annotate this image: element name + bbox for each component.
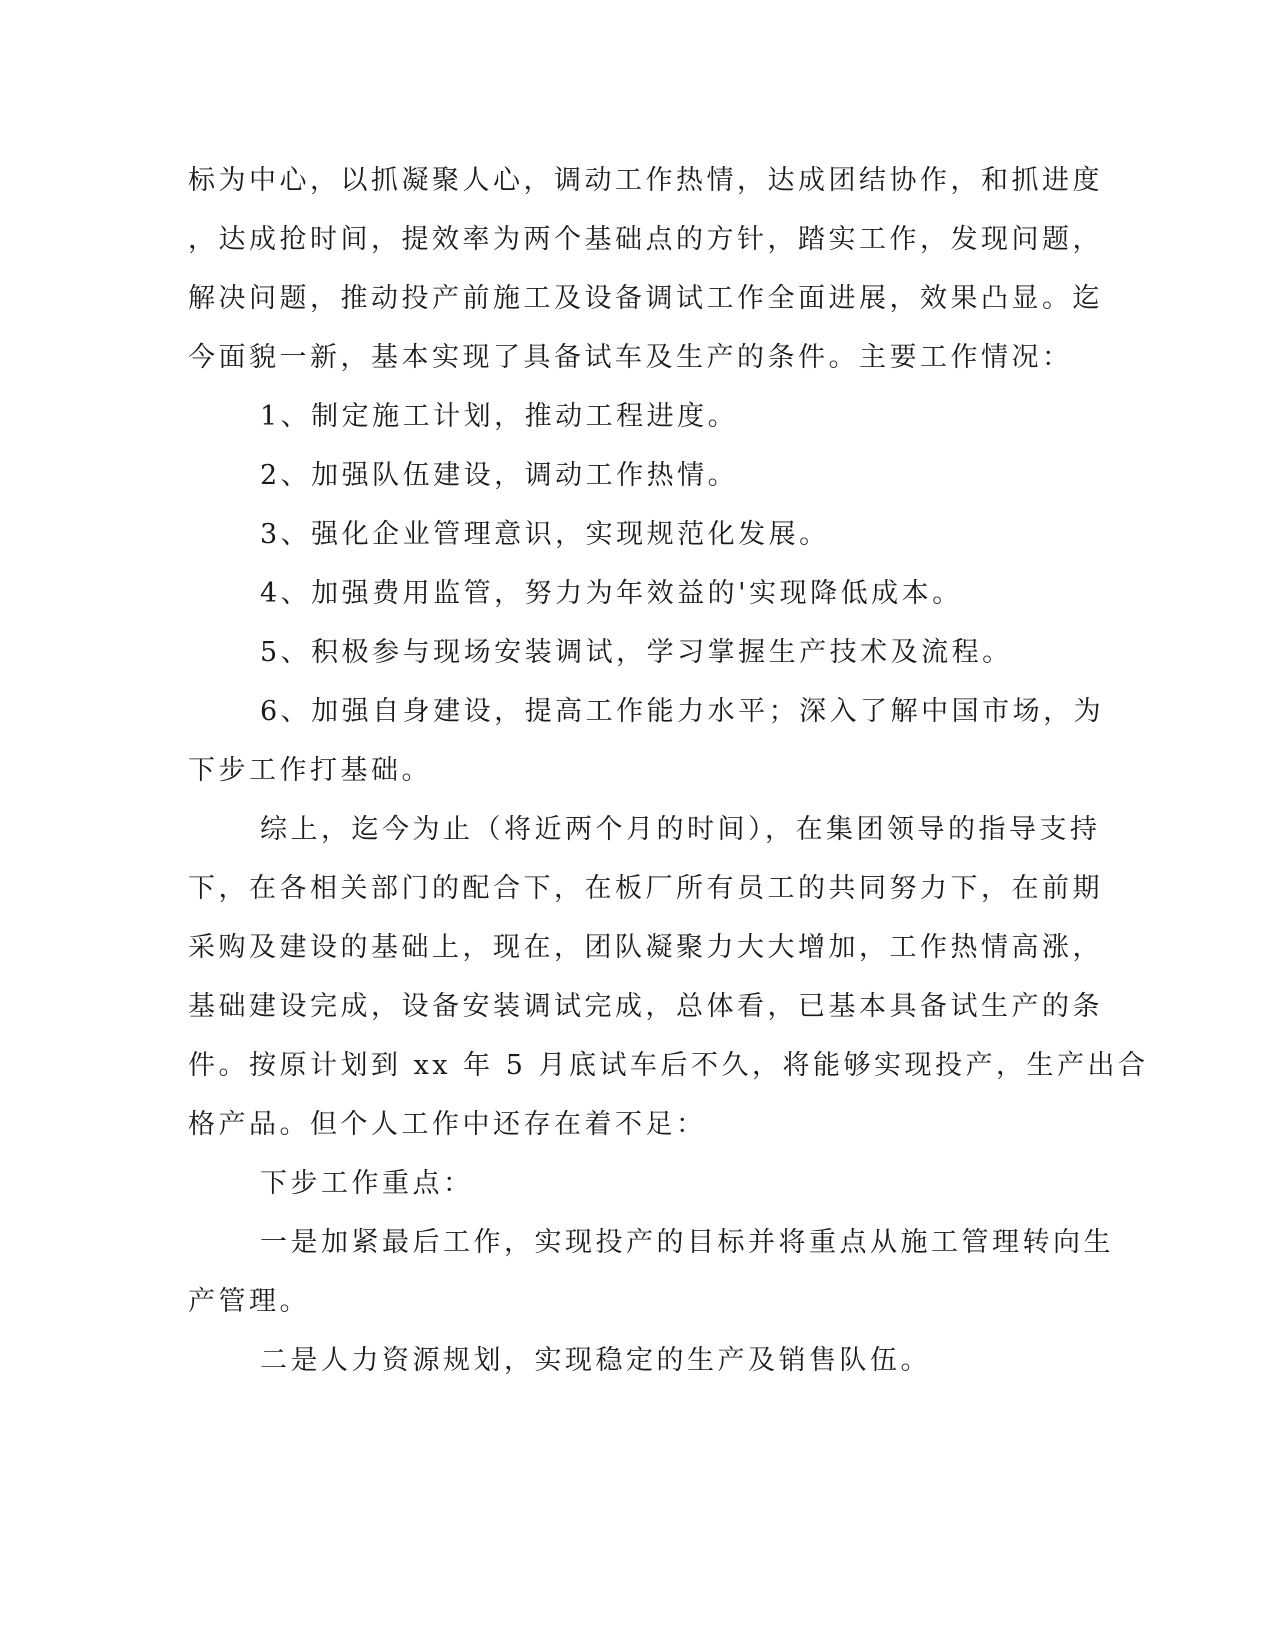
paragraph-line: 件。按原计划到 xx 年 5 月底试车后不久，将能够实现投产，生产出合 [188,1050,1149,1081]
paragraph-line: 格产品。但个人工作中还存在着不足： [188,1109,707,1140]
paragraph-line: 基础建设完成，设备安装调试完成，总体看，已基本具备试生产的条 [188,991,1103,1022]
list-item: 1、制定施工计划，推动工程进度。 [260,401,739,432]
paragraph-line: 下步工作打基础。 [188,755,432,786]
paragraph-line: 采购及建设的基础上，现在，团队凝聚力大大增加，工作热情高涨， [188,932,1103,963]
paragraph-line: 综上，迄今为止（将近两个月的时间），在集团领导的指导支持 [260,814,1101,845]
paragraph-line: 今面貌一新，基本实现了具备试车及生产的条件。主要工作情况： [188,342,1073,373]
paragraph-line: 标为中心，以抓凝聚人心，调动工作热情，达成团结协作，和抓进度 [188,165,1103,196]
list-item: 3、强化企业管理意识，实现规范化发展。 [260,519,830,550]
paragraph-line: 一是加紧最后工作，实现投产的目标并将重点从施工管理转向生 [260,1227,1114,1258]
paragraph-line: 二是人力资源规划，实现稳定的生产及销售队伍。 [260,1345,931,1376]
list-item: 2、加强队伍建设，调动工作热情。 [260,460,739,491]
paragraph-line: 下，在各相关部门的配合下，在板厂所有员工的共同努力下，在前期 [188,873,1103,904]
paragraph-line: 产管理。 [188,1286,310,1317]
list-item: 6、加强自身建设，提高工作能力水平；深入了解中国市场，为 [260,696,1105,727]
section-heading: 下步工作重点： [260,1168,474,1199]
paragraph-line: 解决问题，推动投产前施工及设备调试工作全面进展，效果凸显。迄 [188,283,1103,314]
list-item: 5、积极参与现场安装调试，学习掌握生产技术及流程。 [260,637,1013,668]
list-item: 4、加强费用监管，努力为年效益的'实现降低成本。 [260,578,963,609]
paragraph-line: ，达成抢时间，提效率为两个基础点的方针，踏实工作，发现问题， [188,224,1103,255]
